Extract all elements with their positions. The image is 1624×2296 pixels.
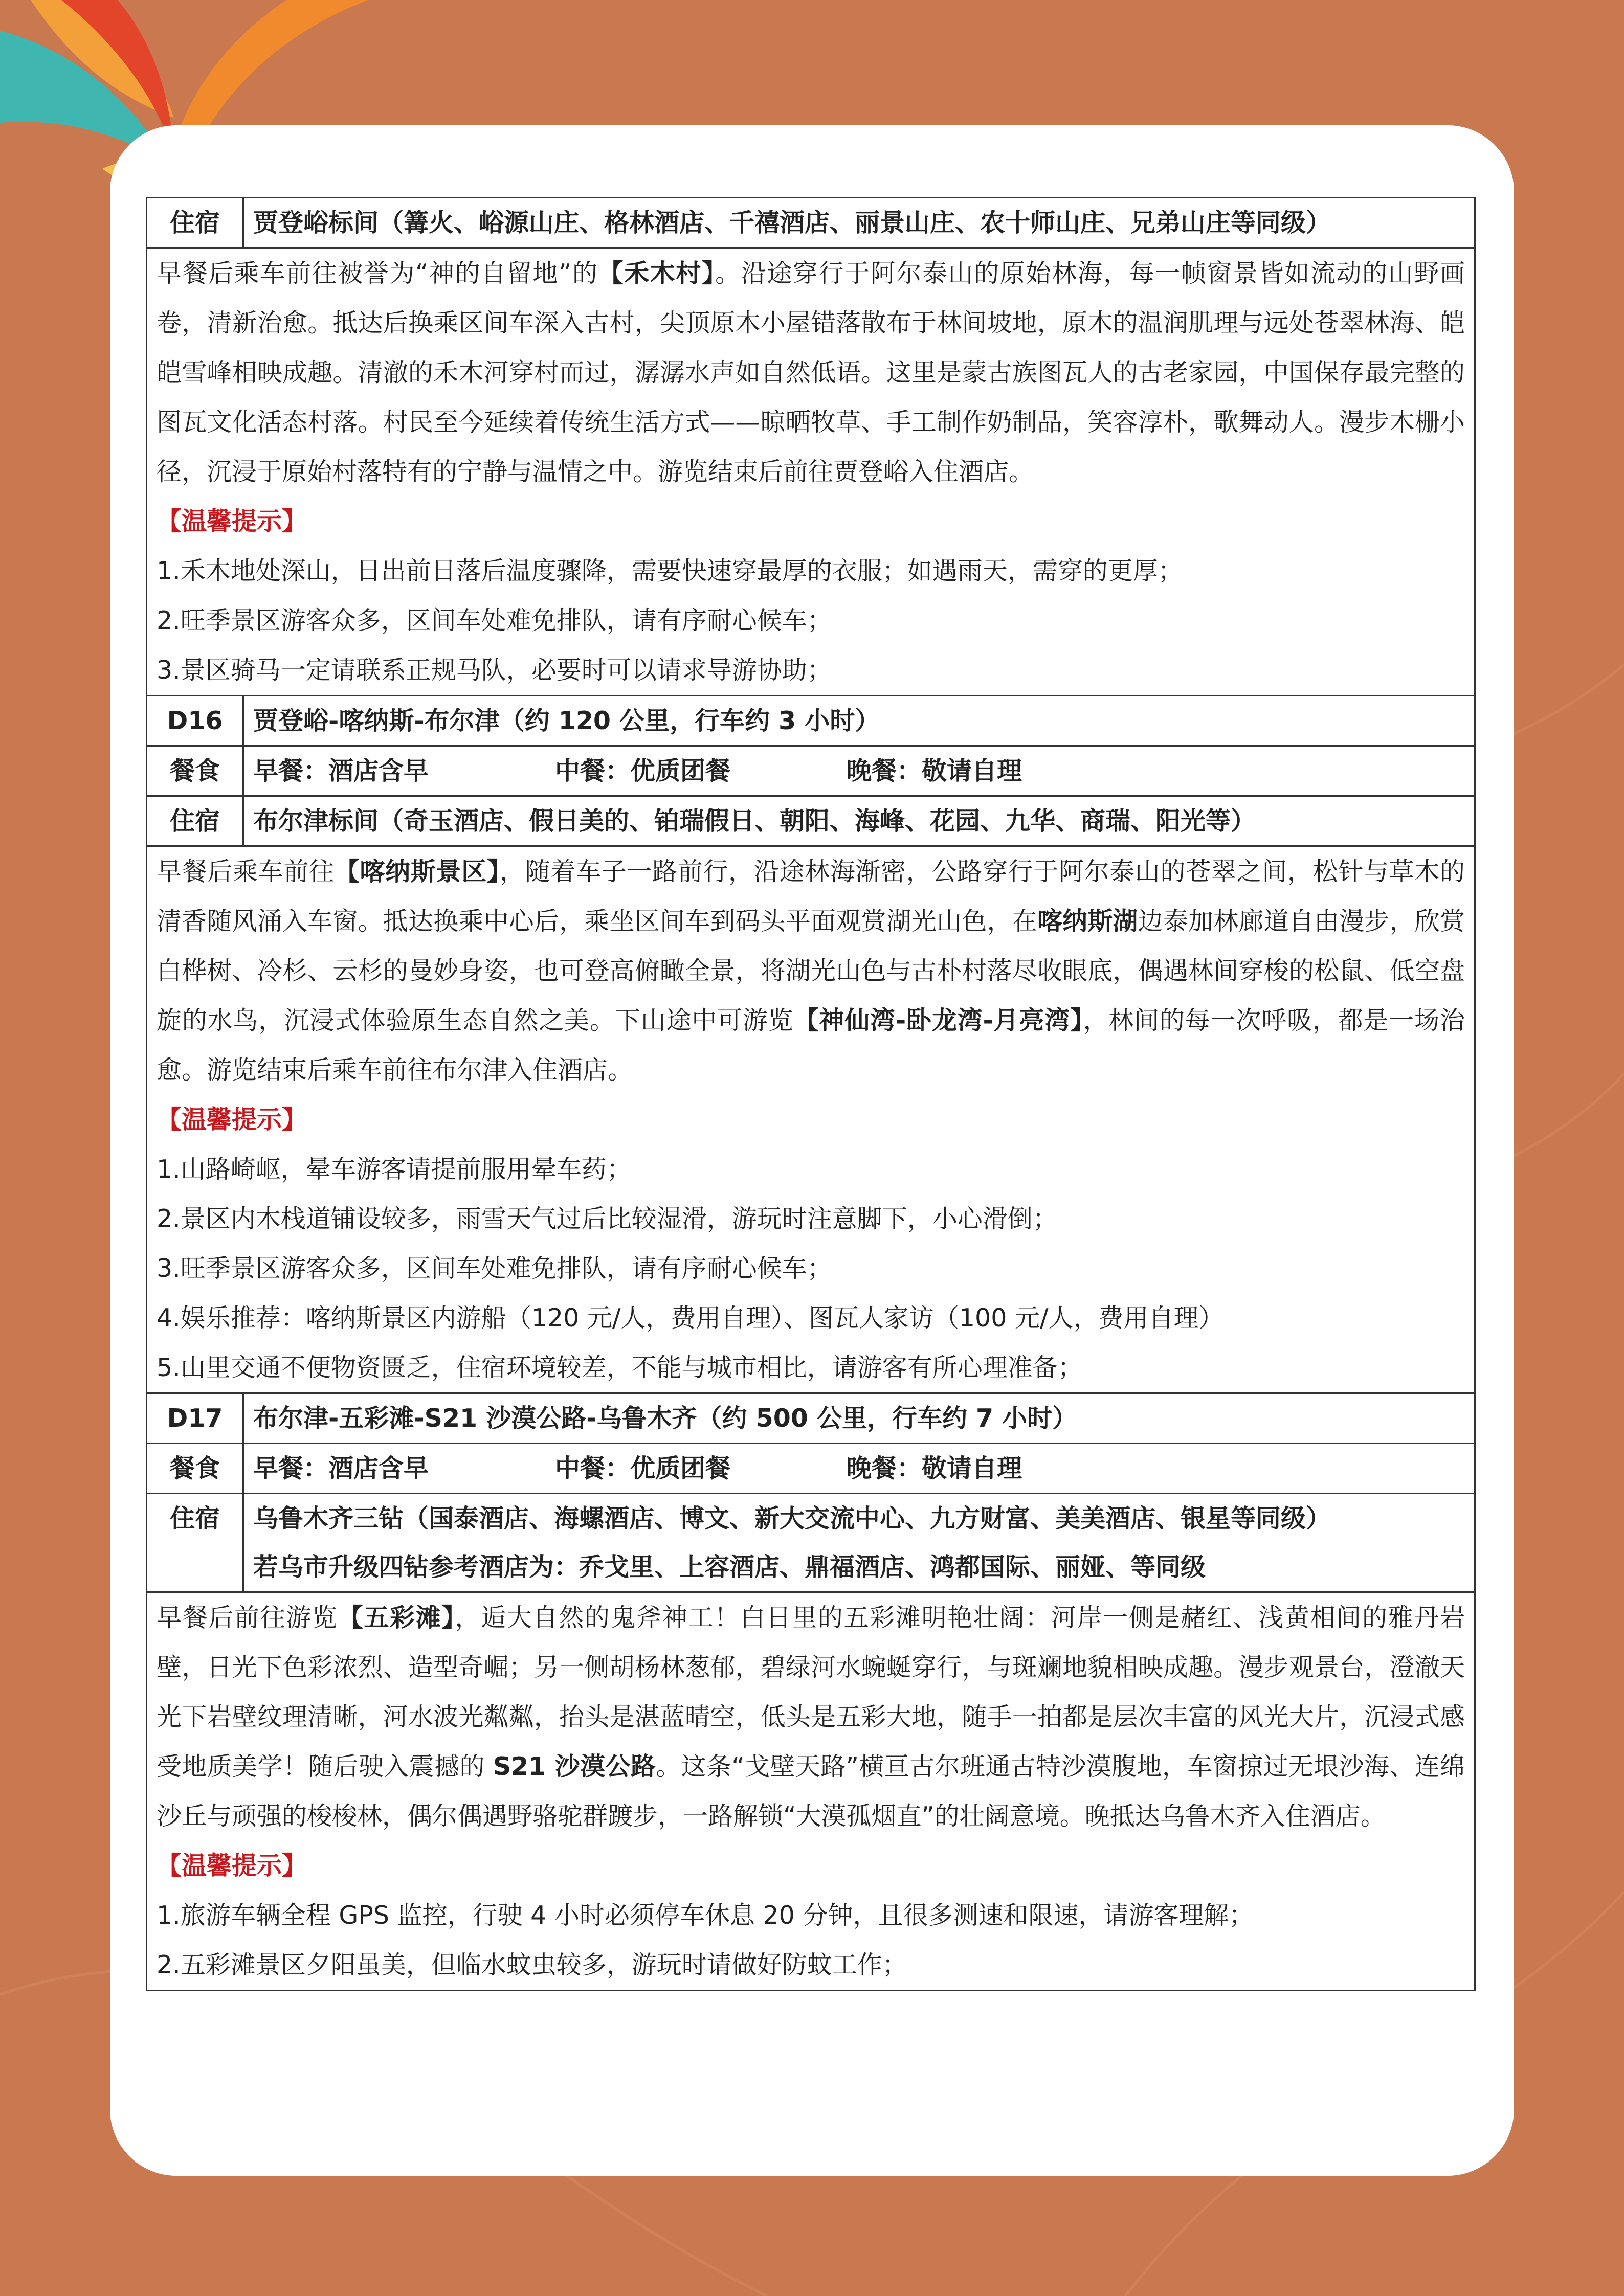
description-paragraph xyxy=(157,847,1465,1095)
text-span: ，逅大自然的鬼斧神工！白日里的五彩滩明艳壮阔：河岸一侧是赭红、浅黄相间的雅丹岩壁，日光下色彩浓烈、造型奇崛；另一侧胡杨林葱郁，碧绿河水蜿蜒穿行，与斑斓地貌相映成趣。漫步观景台，澄澈天光下岩壁纹理清晰，河水波光粼粼，抬头是湛蓝晴空，低头是五彩大地，随手一拍都是层次丰富的风光大片，沉浸式感受地质美学！随后驶入震撼的 xyxy=(157,1603,1465,1781)
stay-row xyxy=(147,1494,1475,1592)
stay-row xyxy=(147,198,1475,248)
dinner-info: 晚餐：敬请自理 xyxy=(847,756,1022,785)
dinner-info: 晚餐：敬请自理 xyxy=(847,1454,1022,1483)
breakfast-info: 早餐：酒店含早 xyxy=(253,1454,429,1483)
attraction-highlight: S21 沙漠公路 xyxy=(493,1752,656,1781)
meal-row xyxy=(147,1444,1475,1494)
tip-item: 2.旺季景区游客众多，区间车处难免排队，请有序耐心候车； xyxy=(157,606,832,635)
tips-title: 【温馨提示】 xyxy=(157,1851,307,1880)
tip-item: 3.景区骑马一定请联系正规马队，必要时可以请求导游协助； xyxy=(157,656,832,685)
day-description xyxy=(147,846,1475,1393)
hotel-info: 布尔津标间（奇玉酒店、假日美的、铂瑞假日、朝阳、海峰、花园、九华、商瑞、阳光等） xyxy=(243,796,1475,846)
meal-label: 餐食 xyxy=(147,1444,243,1494)
hotel-upgrade-line: 若乌市升级四钻参考酒店为：乔戈里、上容酒店、鼎福酒店、鸿都国际、丽娅、等同级 xyxy=(253,1552,1206,1582)
day-header-row xyxy=(147,1393,1475,1444)
tip-item: 2.景区内木栈道铺设较多，雨雪天气过后比较湿滑，游玩时注意脚下，小心滑倒； xyxy=(157,1204,1058,1233)
meal-label: 餐食 xyxy=(147,746,243,796)
text-span: 边泰加林廊道自由漫步，欣赏白桦树、冷杉、云杉的曼妙身姿，也可登高俯瞰全景，将湖光山色与古朴村落尽收眼底，偶遇林间穿梭的松鼠、低空盘旋的水鸟，沉浸式体验原生态自然之美。下山途中可游览 xyxy=(157,907,1465,1035)
stay-row xyxy=(147,796,1475,846)
day-header-row xyxy=(147,696,1475,746)
lunch-info: 中餐：优质团餐 xyxy=(555,756,731,785)
description-row xyxy=(147,248,1475,696)
text-span: ，随着车子一路前行，沿途林海渐密，公路穿行于阿尔泰山的苍翠之间，松针与草木的清香随风涌入车窗。抵达换乘中心后，乘坐区间车到码头平面观赏湖光山色，在 xyxy=(157,857,1465,936)
tip-item: 4.娱乐推荐：喀纳斯景区内游船（120 元/人，费用自理）、图瓦人家访（100 元/人，费用自理） xyxy=(157,1303,1224,1333)
text-span: 早餐后乘车前往被誉为“神的自留地”的 xyxy=(157,259,598,288)
description-paragraph xyxy=(157,249,1465,497)
stay-label: 住宿 xyxy=(147,198,243,248)
meal-info xyxy=(243,1444,1475,1494)
hotel-info xyxy=(243,1494,1475,1592)
tip-item: 3.旺季景区游客众多，区间车处难免排队，请有序耐心候车； xyxy=(157,1254,832,1283)
hotel-line: 乌鲁木齐三钻（国泰酒店、海螺酒店、博文、新大交流中心、九方财富、美美酒店、银星等同级） xyxy=(253,1504,1331,1533)
attraction-highlight: 【五彩滩】 xyxy=(338,1603,455,1632)
tip-item: 1.山路崎岖，晕车游客请提前服用晕车药； xyxy=(157,1155,632,1184)
stay-label: 住宿 xyxy=(147,796,243,846)
lunch-info: 中餐：优质团餐 xyxy=(555,1454,731,1483)
attraction-highlight: 【喀纳斯景区】 xyxy=(334,857,500,886)
breakfast-info: 早餐：酒店含早 xyxy=(253,756,429,785)
hotel-info: 贾登峪标间（篝火、峪源山庄、格林酒店、千禧酒店、丽景山庄、农十师山庄、兄弟山庄等同级） xyxy=(243,198,1475,248)
text-span: 早餐后前往游览 xyxy=(157,1603,338,1632)
day-label: D16 xyxy=(147,696,243,746)
day-description xyxy=(147,248,1475,696)
attraction-highlight: 【神仙湾-卧龙湾-月亮湾】 xyxy=(793,1006,1083,1035)
tip-item: 1.禾木地处深山，日出前日落后温度骤降，需要快速穿最厚的衣服；如遇雨天，需穿的更厚； xyxy=(157,556,1183,586)
text-span: 早餐后乘车前往 xyxy=(157,857,335,886)
attraction-highlight: 喀纳斯湖 xyxy=(1037,907,1138,936)
tips-title: 【温馨提示】 xyxy=(157,507,307,536)
tip-item: 5.山里交通不便物资匮乏，住宿环境较差，不能与城市相比，请游客有所心理准备； xyxy=(157,1353,1083,1382)
day-route: 布尔津-五彩滩-S21 沙漠公路-乌鲁木齐（约 500 公里，行车约 7 小时） xyxy=(243,1393,1475,1444)
day-route: 贾登峪-喀纳斯-布尔津（约 120 公里，行车约 3 小时） xyxy=(243,696,1475,746)
description-row xyxy=(147,1592,1475,1991)
day-description xyxy=(147,1592,1475,1991)
meal-row xyxy=(147,746,1475,796)
tips-title: 【温馨提示】 xyxy=(157,1105,307,1134)
meal-info xyxy=(243,746,1475,796)
day-label: D17 xyxy=(147,1393,243,1444)
text-span: 。这条“戈壁天路”横亘古尔班通古特沙漠腹地，车窗掠过无垠沙海、连绵沙丘与顽强的梭梭林，偶尔偶遇野骆驼群踱步，一路解锁“大漠孤烟直”的壮阔意境。晚抵达乌鲁木齐入住酒店。 xyxy=(157,1752,1465,1831)
description-paragraph xyxy=(157,1593,1465,1841)
tip-item: 1.旅游车辆全程 GPS 监控，行驶 4 小时必须停车休息 20 分钟，且很多测速和限速，请游客理解； xyxy=(157,1901,1254,1930)
tip-item: 2.五彩滩景区夕阳虽美，但临水蚊虫较多，游玩时请做好防蚊工作； xyxy=(157,1950,907,1979)
text-span: 。沿途穿行于阿尔泰山的原始林海，每一帧窗景皆如流动的山野画卷，清新治愈。抵达后换乘区间车深入古村，尖顶原木小屋错落散布于林间坡地，原木的温润肌理与远处苍翠林海、皑皑雪峰相映成趣。清澈的禾木河穿村而过，潺潺水声如自然低语。这里是蒙古族图瓦人的古老家园，中国保存最完整的图瓦文化活态村落。村民至今延续着传统生活方式——晾晒牧草、手工制作奶制品，笑容淳朴，歌舞动人。漫步木栅小径，沉浸于原始村落特有的宁静与温情之中。游览结束后前往贾登峪入住酒店。 xyxy=(157,259,1465,486)
stay-label: 住宿 xyxy=(147,1494,243,1592)
attraction-highlight: 【禾木村】 xyxy=(598,259,716,288)
text-span: ，林间的每一次呼吸，都是一场治愈。游览结束后乘车前往布尔津入住酒店。 xyxy=(157,1006,1465,1085)
description-row xyxy=(147,846,1475,1393)
itinerary-table xyxy=(146,197,1476,1991)
